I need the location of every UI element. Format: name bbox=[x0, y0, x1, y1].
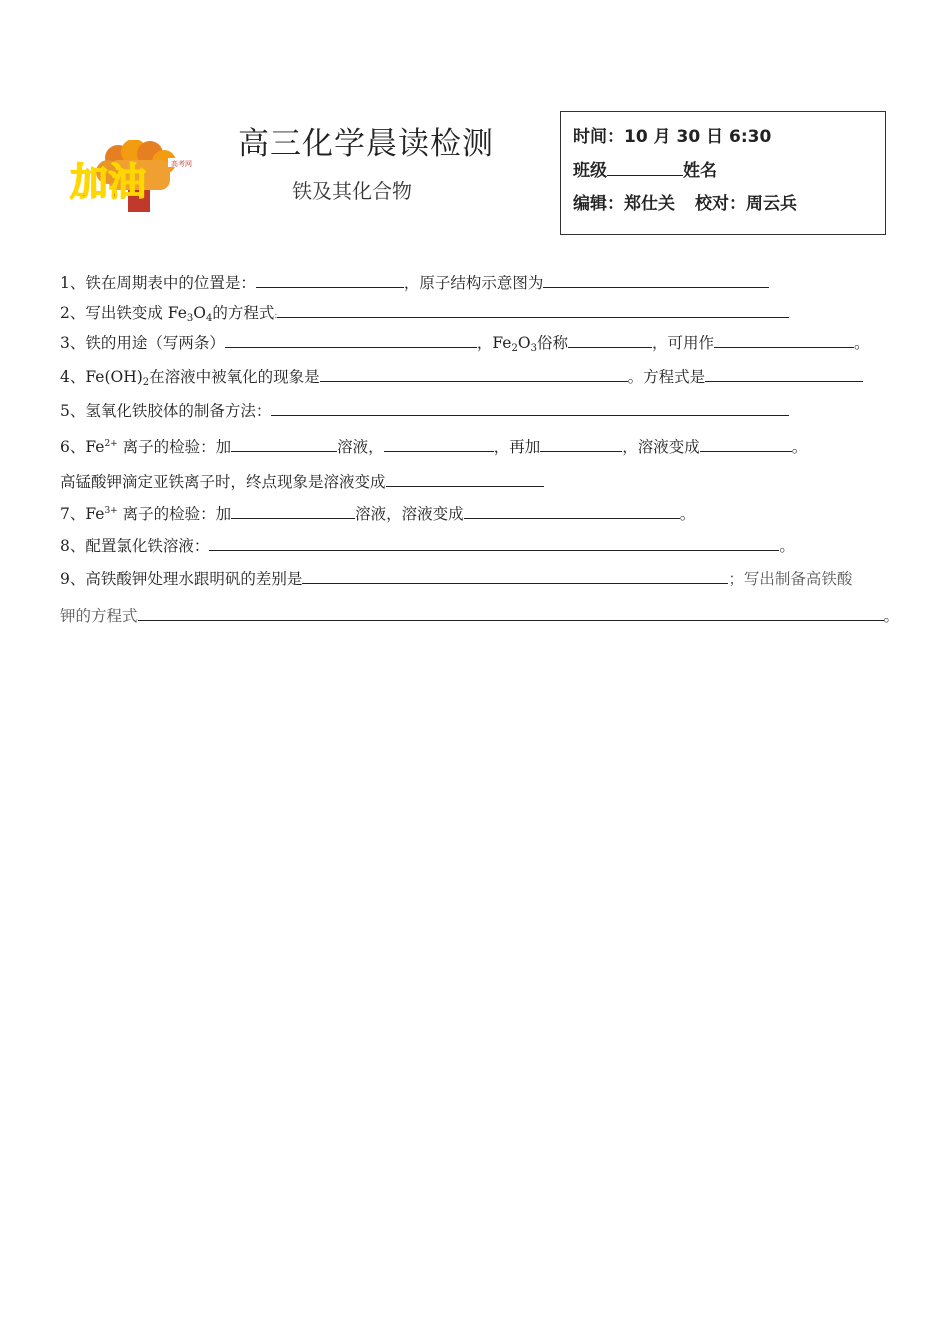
q3-sub-2: 3 bbox=[530, 343, 537, 354]
q7-sup: 3+ bbox=[104, 506, 118, 516]
q6-blank-3[interactable] bbox=[540, 437, 622, 452]
proofreader-label: 校对：周云兵 bbox=[695, 194, 797, 214]
info-box bbox=[560, 111, 886, 235]
logo-text: 加油 bbox=[70, 160, 147, 204]
question-9 bbox=[60, 567, 852, 589]
question-8 bbox=[60, 534, 795, 556]
q4-sub-1: 2 bbox=[142, 377, 150, 388]
q7-text-c: 溶液，溶液变成 bbox=[355, 505, 464, 523]
q2-sub-2: 4 bbox=[205, 313, 213, 324]
question-1 bbox=[60, 271, 769, 293]
q1-blank-2[interactable] bbox=[543, 273, 769, 288]
q5-blank[interactable] bbox=[271, 401, 789, 416]
q6-sup: 2+ bbox=[104, 439, 118, 449]
q9-text: 9、高铁酸钾处理水跟明矾的差别是 bbox=[60, 570, 303, 588]
q2-text-b: O bbox=[193, 304, 206, 322]
raised-fist-logo-icon bbox=[68, 140, 214, 212]
q3-text-d: 俗称 bbox=[536, 334, 568, 352]
question-6 bbox=[60, 435, 807, 457]
q3-text-c: O bbox=[517, 334, 531, 352]
q6b-text: 高锰酸钾滴定亚铁离子时，终点现象是溶液变成 bbox=[60, 473, 386, 491]
q4-text-b: 在溶液中被氧化的现象是 bbox=[149, 368, 320, 386]
q9b-text: 钾的方程式 bbox=[60, 607, 138, 625]
q4-blank-2[interactable] bbox=[705, 367, 863, 382]
q7-blank-1[interactable] bbox=[231, 504, 355, 519]
q4-text-c: 。方程式是 bbox=[627, 368, 706, 386]
name-label: 姓名 bbox=[683, 161, 717, 181]
q3-blank-1[interactable] bbox=[225, 333, 477, 348]
q8-text: 8、配置氯化铁溶液： bbox=[60, 537, 210, 555]
q6-text-b: 离子的检验：加 bbox=[117, 438, 232, 456]
question-2 bbox=[60, 301, 789, 323]
q6-text-c: 溶液， bbox=[337, 438, 384, 456]
q3-blank-2[interactable] bbox=[568, 333, 652, 348]
q7-text-b: 离子的检验：加 bbox=[117, 505, 232, 523]
q3-text-b: ，Fe bbox=[476, 334, 512, 352]
q6-text: 6、Fe bbox=[60, 438, 105, 456]
q9-text-b: ；写出制备高铁酸 bbox=[728, 570, 853, 588]
page-title: 高三化学晨读检测 bbox=[238, 126, 494, 162]
question-6b bbox=[60, 470, 544, 492]
q1-text-2: ，原子结构示意图为 bbox=[403, 274, 544, 292]
q2-text-c: 的方程式 bbox=[212, 304, 275, 322]
q2-sub-1: 3 bbox=[186, 313, 194, 324]
q2-text: 2、写出铁变成 Fe bbox=[60, 304, 187, 322]
q8-text-b: 。 bbox=[779, 537, 795, 555]
q2-colon: : bbox=[274, 311, 278, 321]
q6-blank-1[interactable] bbox=[231, 437, 337, 452]
q7-text-d: 。 bbox=[679, 505, 696, 523]
q3-blank-3[interactable] bbox=[714, 333, 854, 348]
question-3 bbox=[60, 331, 869, 353]
q3-text: 3、铁的用途（写两条） bbox=[60, 334, 225, 352]
q7-blank-2[interactable] bbox=[464, 504, 680, 519]
q3-text-f: 。 bbox=[853, 334, 870, 352]
page-subtitle: 铁及其化合物 bbox=[292, 179, 412, 203]
q9b-text-b: 。 bbox=[883, 607, 900, 625]
question-4 bbox=[60, 365, 863, 387]
q3-sub-1: 2 bbox=[511, 343, 518, 354]
editor-label: 编辑：郑仕关 bbox=[573, 194, 675, 214]
q1-text: 1、铁在周期表中的位置是： bbox=[60, 274, 256, 292]
q6-blank-2[interactable] bbox=[384, 437, 494, 452]
q8-blank[interactable] bbox=[209, 536, 779, 551]
q6-text-e: ，溶液变成 bbox=[622, 438, 700, 456]
time-label: 时间：10 月 30 日 6:30 bbox=[573, 127, 772, 147]
editor-row bbox=[573, 189, 797, 214]
class-name-row bbox=[573, 156, 717, 181]
logo-small-text: 高考网 bbox=[171, 160, 192, 168]
class-label: 班级 bbox=[573, 161, 607, 181]
q4-blank-1[interactable] bbox=[320, 367, 628, 382]
question-9b bbox=[60, 604, 899, 626]
question-7 bbox=[60, 502, 695, 524]
q6-text-f: 。 bbox=[791, 438, 808, 456]
q9b-blank[interactable] bbox=[138, 606, 884, 621]
q1-blank-1[interactable] bbox=[256, 273, 404, 288]
q7-text: 7、Fe bbox=[60, 505, 105, 523]
q6-blank-4[interactable] bbox=[700, 437, 792, 452]
question-5 bbox=[60, 399, 789, 421]
q4-text: 4、Fe(OH) bbox=[60, 368, 143, 386]
q3-text-e: ，可用作 bbox=[651, 334, 714, 352]
q5-text: 5、氢氧化铁胶体的制备方法： bbox=[60, 402, 272, 420]
q2-blank[interactable] bbox=[277, 303, 789, 318]
class-blank[interactable] bbox=[607, 159, 683, 176]
q6b-blank[interactable] bbox=[386, 472, 544, 487]
q9-blank-1[interactable] bbox=[302, 569, 728, 584]
q6-text-d: ，再加 bbox=[493, 438, 541, 456]
